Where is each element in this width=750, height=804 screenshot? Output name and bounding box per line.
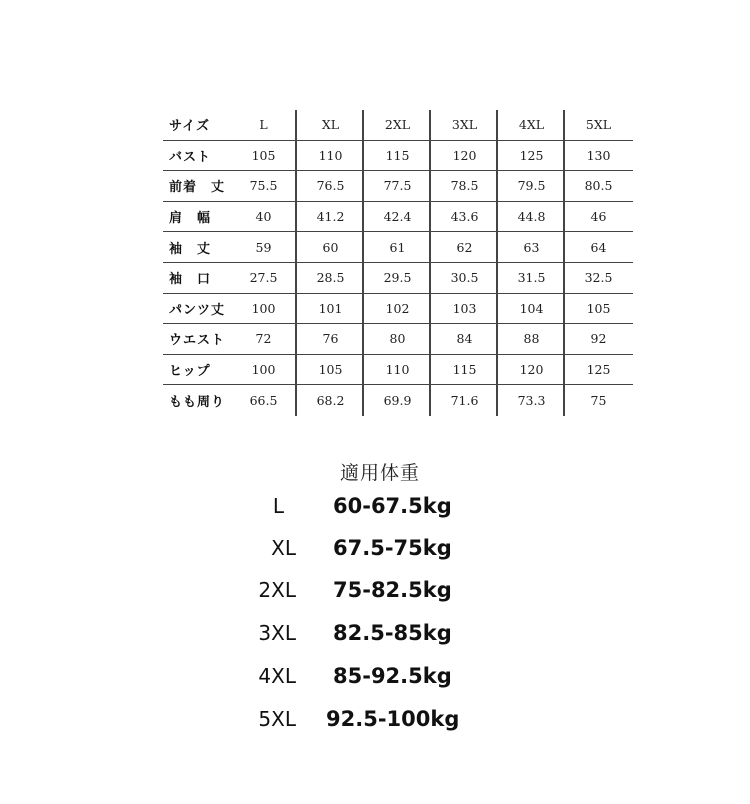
table-cell: 110 xyxy=(318,147,343,163)
table-cell: 76 xyxy=(322,331,339,347)
table-cell: 42.4 xyxy=(383,209,412,225)
table-cell: 105 xyxy=(318,362,343,378)
table-cell: 60 xyxy=(322,239,339,255)
row-label: パンツ丈 xyxy=(169,302,226,318)
weight-size: XL xyxy=(271,536,296,560)
weight-range: 67.5-75kg xyxy=(333,536,452,560)
table-cell: 41.2 xyxy=(316,209,345,225)
header-size-cell: 4XL xyxy=(518,117,545,133)
header-label: サイズ xyxy=(169,119,210,135)
weight-row xyxy=(240,530,500,566)
row-label: ウエスト xyxy=(169,333,226,349)
table-cell: 115 xyxy=(385,147,410,163)
size-table xyxy=(163,110,633,416)
table-cell: 44.8 xyxy=(517,209,546,225)
weight-range: 60-67.5kg xyxy=(333,494,452,518)
weight-row xyxy=(240,658,500,694)
row-label: ヒップ xyxy=(169,364,211,380)
table-cell: 76.5 xyxy=(316,178,345,194)
table-cell: 101 xyxy=(318,300,343,316)
header-size-cell: XL xyxy=(321,117,340,133)
weight-row xyxy=(240,572,500,608)
table-cell: 130 xyxy=(586,147,611,163)
weight-size: 3XL xyxy=(258,621,296,645)
table-cell: 73.3 xyxy=(517,393,546,409)
table-cell: 125 xyxy=(519,147,544,163)
weight-row xyxy=(240,488,500,524)
table-cell: 43.6 xyxy=(450,209,479,225)
row-label: 前着 丈 xyxy=(169,180,226,196)
table-cell: 72 xyxy=(255,331,272,347)
table-cell: 31.5 xyxy=(517,270,546,286)
row-label: 袖 丈 xyxy=(169,241,212,257)
table-cell: 80 xyxy=(389,331,406,347)
table-cell: 103 xyxy=(452,300,477,316)
table-cell: 59 xyxy=(255,239,272,255)
table-cell: 125 xyxy=(586,362,611,378)
table-cell: 66.5 xyxy=(249,393,278,409)
weight-range: 85-92.5kg xyxy=(333,664,452,688)
table-cell: 80.5 xyxy=(584,178,613,194)
table-cell: 46 xyxy=(590,209,607,225)
header-size-cell: 2XL xyxy=(384,117,411,133)
weight-title: 適用体重 xyxy=(340,462,421,484)
column-divider xyxy=(496,110,498,416)
column-divider xyxy=(362,110,364,416)
table-cell: 102 xyxy=(385,300,410,316)
weight-row xyxy=(240,701,500,737)
table-cell: 78.5 xyxy=(450,178,479,194)
table-cell: 63 xyxy=(523,239,540,255)
table-cell: 71.6 xyxy=(450,393,479,409)
table-cell: 64 xyxy=(590,239,607,255)
table-cell: 68.2 xyxy=(316,393,345,409)
table-cell: 69.9 xyxy=(383,393,412,409)
row-label: もも周り xyxy=(169,395,226,411)
table-cell: 75 xyxy=(590,393,607,409)
column-divider xyxy=(429,110,431,416)
weight-size: 5XL xyxy=(258,707,296,731)
table-cell: 62 xyxy=(456,239,473,255)
table-cell: 104 xyxy=(519,300,544,316)
table-cell: 115 xyxy=(452,362,477,378)
table-cell: 100 xyxy=(251,362,276,378)
row-label: 肩 幅 xyxy=(169,211,212,227)
header-size-cell: 5XL xyxy=(585,117,612,133)
table-cell: 79.5 xyxy=(517,178,546,194)
weight-size: 2XL xyxy=(258,578,296,602)
table-cell: 40 xyxy=(255,209,272,225)
column-divider xyxy=(295,110,297,416)
weight-range: 82.5-85kg xyxy=(333,621,452,645)
weight-range: 75-82.5kg xyxy=(333,578,452,602)
table-cell: 110 xyxy=(385,362,410,378)
header-size-cell: L xyxy=(259,117,268,133)
table-cell: 88 xyxy=(523,331,540,347)
table-cell: 105 xyxy=(586,300,611,316)
weight-size: 4XL xyxy=(258,664,296,688)
table-cell: 32.5 xyxy=(584,270,613,286)
table-cell: 27.5 xyxy=(249,270,278,286)
table-cell: 75.5 xyxy=(249,178,278,194)
table-cell: 92 xyxy=(590,331,607,347)
table-cell: 29.5 xyxy=(383,270,412,286)
weight-row xyxy=(240,615,500,651)
weight-range: 92.5-100kg xyxy=(326,707,460,731)
row-label: 袖 口 xyxy=(169,272,212,288)
weight-size: L xyxy=(272,494,284,518)
table-cell: 100 xyxy=(251,300,276,316)
table-cell: 105 xyxy=(251,147,276,163)
table-cell: 30.5 xyxy=(450,270,479,286)
column-divider xyxy=(563,110,565,416)
table-cell: 84 xyxy=(456,331,473,347)
table-cell: 61 xyxy=(389,239,406,255)
table-cell: 77.5 xyxy=(383,178,412,194)
header-size-cell: 3XL xyxy=(451,117,478,133)
table-cell: 120 xyxy=(519,362,544,378)
table-cell: 28.5 xyxy=(316,270,345,286)
row-label: バスト xyxy=(169,149,212,165)
table-cell: 120 xyxy=(452,147,477,163)
